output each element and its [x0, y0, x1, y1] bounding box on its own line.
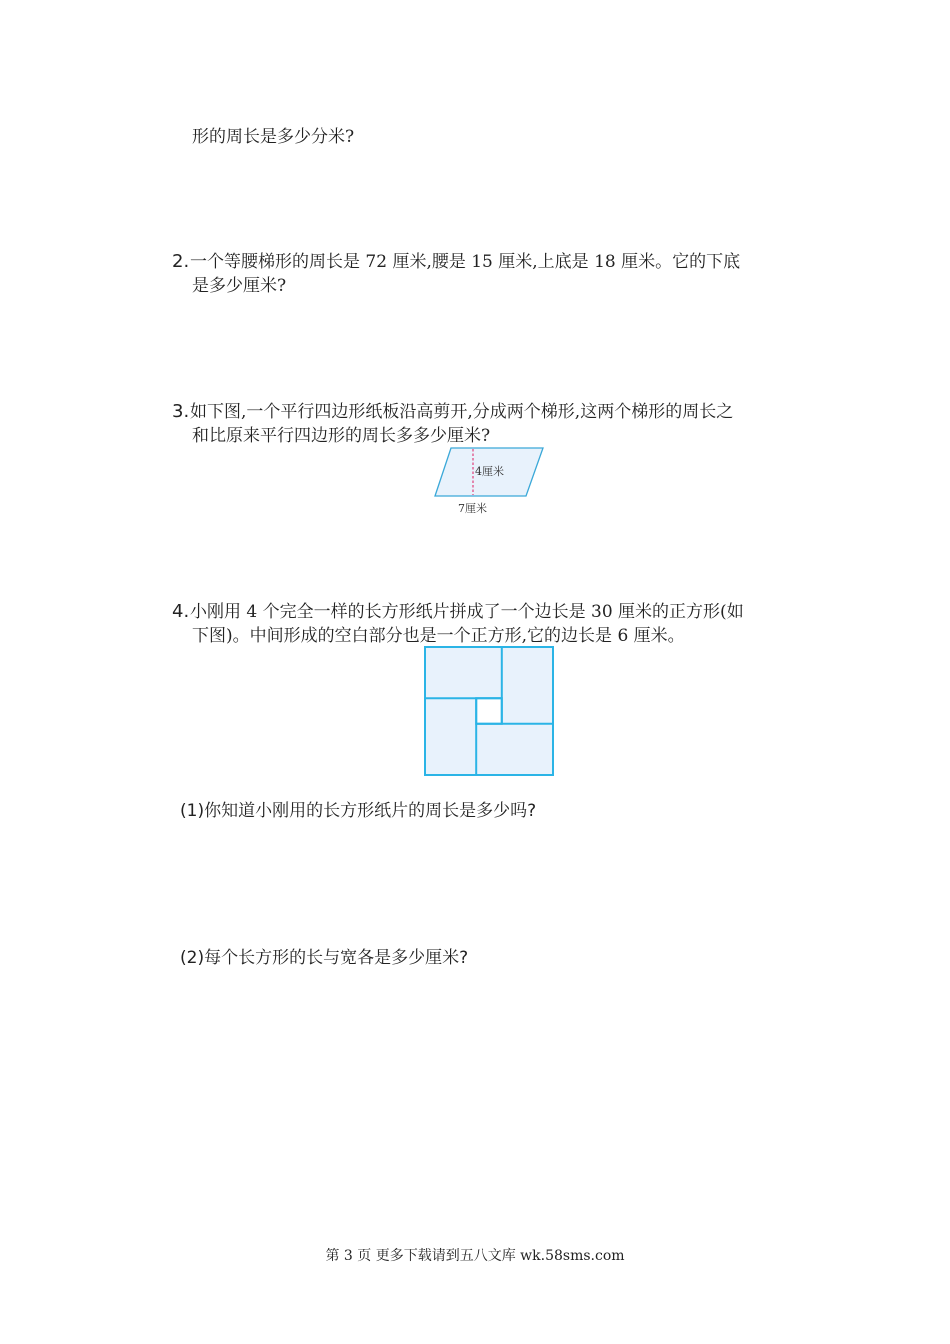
square-rectangles-figure [422, 645, 558, 781]
problem4-sub2 [180, 946, 468, 970]
problem3-number: 3. [172, 401, 190, 422]
problem4-number: 4. [172, 601, 190, 622]
parallelogram-figure [430, 444, 550, 520]
sub1-text: (1)你知道小刚用的长方形纸片的周长是多少吗? [180, 801, 537, 821]
page-footer: 第 3 页 更多下载请到五八文库 wk.58sms.com [325, 1248, 625, 1264]
base-label: 7厘米 [458, 502, 487, 515]
problem3-line2: 和比原来平行四边形的周长多多少厘米? [192, 426, 491, 446]
height-label: 4厘米 [475, 465, 504, 478]
problem1-continuation: 形的周长是多少分米? [192, 127, 355, 147]
problem4-sub1 [180, 799, 536, 823]
problem4-line2: 下图)。中间形成的空白部分也是一个正方形,它的边长是 6 厘米。 [192, 626, 685, 646]
sub2-text: (2)每个长方形的长与宽各是多少厘米? [180, 948, 469, 968]
center-blank-square [476, 698, 502, 724]
problem2-line1: 一个等腰梯形的周长是 72 厘米,腰是 15 厘米,上底是 18 厘米。它的下底 [190, 252, 741, 272]
problem2-line2: 是多少厘米? [192, 276, 287, 296]
problem3-line1: 如下图,一个平行四边形纸板沿高剪开,分成两个梯形,这两个梯形的周长之 [190, 402, 734, 422]
problem2-number: 2. [172, 251, 190, 272]
problem4-line1: 小刚用 4 个完全一样的长方形纸片拼成了一个边长是 30 厘米的正方形(如 [190, 602, 744, 622]
